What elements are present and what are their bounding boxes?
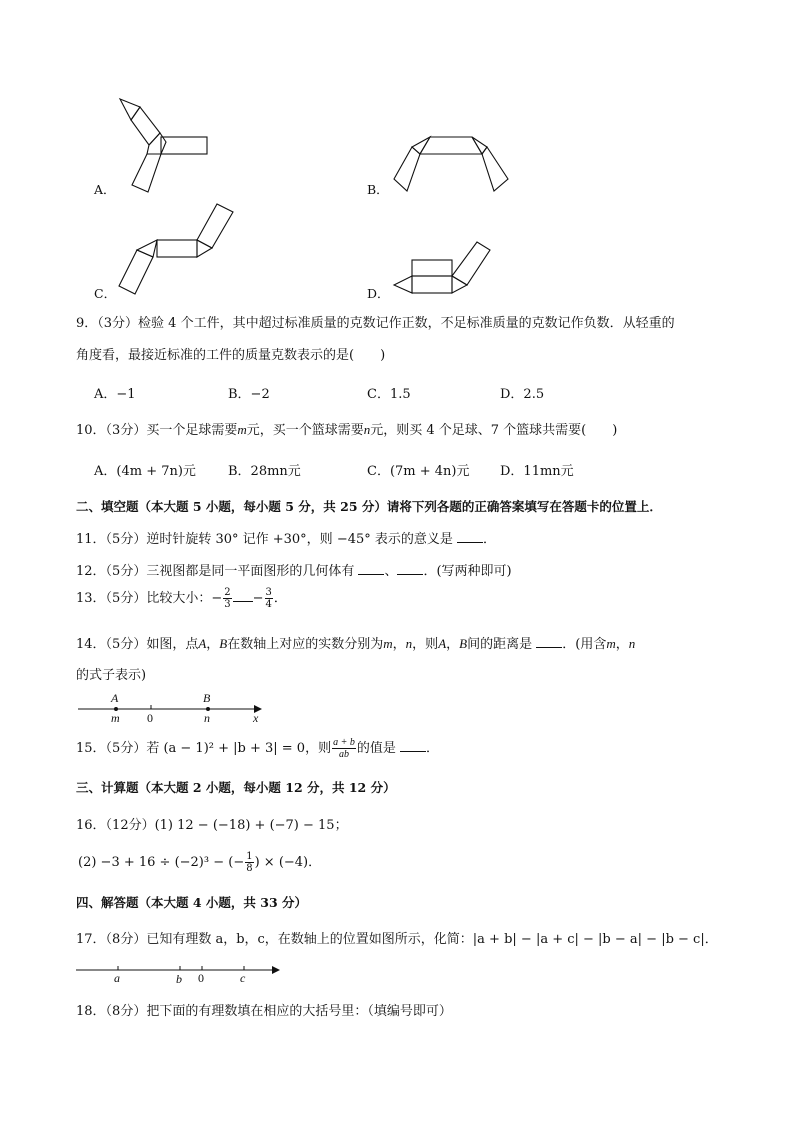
q16-line2	[78, 850, 321, 876]
q14-line1a: 14．（5分）如图，点	[76, 637, 199, 652]
q14-comma: ，	[206, 637, 220, 652]
q14-axis-label-B: B	[203, 691, 211, 705]
q13-minus-1: −	[211, 591, 223, 606]
q12-end: ．(写两种即可)	[423, 564, 512, 579]
q10-var-m: m	[237, 422, 247, 437]
q14-line2: 的式子表示)	[76, 668, 147, 683]
q14-line1: 14．（5分）如图，点A，B在数轴上对应的实数分别为m，n，则A，B间的距离是 ．(用含m，n	[76, 636, 636, 652]
q16-denominator: 8	[246, 863, 253, 874]
q16-line2a: (2) −3 + 16 ÷ (−2)³ − (−	[78, 855, 245, 870]
figure-c-net	[115, 200, 240, 300]
q11-answer-blank[interactable]	[457, 530, 483, 543]
q14-axis-label-A: A	[111, 691, 119, 705]
q14-var-m-2: m	[606, 636, 616, 651]
option-d-label: D．	[367, 286, 390, 301]
q17-axis-label-0: 0	[198, 971, 204, 985]
q11-text: 11．（5分）逆时针旋转 30° 记作 +30°，则 −45° 表示的意义是	[76, 532, 453, 547]
q9-line2: 角度看，最接近标准的工件的质量克数表示的是( )	[76, 348, 386, 363]
q14-var-m: m	[383, 636, 393, 651]
q14-var-B-2: B	[459, 636, 468, 651]
q17-text: 17．（8分）已知有理数 a，b，c，在数轴上的位置如图所示，化简：|a + b| − |a + c| − |b − a| − |b − c|．	[76, 932, 718, 947]
q15-end: 的值是	[356, 741, 396, 756]
q10-option-b: B．28mn元	[228, 464, 301, 479]
q17-axis-label-c: c	[240, 971, 246, 985]
q14-var-B: B	[219, 636, 228, 651]
q17-number-line	[76, 958, 286, 988]
q10-stem	[76, 419, 617, 438]
q10-option-a: A．(4m + 7n)元	[94, 464, 196, 479]
q9-option-b: B．−2	[228, 387, 270, 402]
q14-line1c: ，则	[412, 637, 439, 652]
q13-answer-blank[interactable]	[233, 589, 253, 602]
q9-option-c: C．1.5	[367, 387, 411, 402]
q14-line1b: 在数轴上对应的实数分别为	[227, 637, 384, 652]
q12-text: 12．（5分）三视图都是同一平面图形的几何体有	[76, 564, 355, 579]
option-b-label: B．	[367, 182, 389, 197]
q13-minus-2: −	[252, 591, 264, 606]
q13-end: ．	[273, 591, 287, 606]
q12-answer-blank-2[interactable]	[397, 562, 423, 575]
q12-sep: 、	[384, 564, 398, 579]
q15-denominator: ab	[338, 749, 349, 760]
q14-var-n: n	[405, 636, 413, 651]
q16-numerator: 1	[246, 851, 253, 862]
figure-b-net	[392, 135, 517, 195]
q17-axis-label-a: a	[114, 971, 120, 985]
q10-prefix: 10．（3分）买一个足球需要	[76, 423, 238, 438]
q14-number-line	[78, 690, 268, 726]
q15-fraction	[332, 737, 356, 760]
q13-f2-numerator: 3	[265, 587, 272, 598]
q10-mid2: 元，则买 4 个足球、7 个篮球共需要( )	[370, 423, 618, 438]
q17-axis-label-b: b	[176, 972, 182, 986]
q10-option-d: D．11mn元	[500, 464, 574, 479]
q10-var-n: n	[363, 422, 371, 437]
q14-line1e: ．(用含	[562, 637, 607, 652]
q11	[76, 528, 496, 547]
q15-end2: ．	[425, 741, 439, 756]
q13-fraction-2	[265, 587, 273, 610]
q14-var-n-2: n	[628, 636, 636, 651]
q13	[76, 587, 287, 610]
section-2-heading: 二、填空题（本大题 5 小题，每小题 5 分，共 25 分）请将下列各题的正确答案填写在答题卡的位置上．	[76, 499, 662, 514]
q16-line2b: ) × (−4)．	[254, 855, 322, 870]
q10-option-c: C．(7m + 4n)元	[367, 464, 470, 479]
figure-a-net	[110, 95, 220, 200]
q12-answer-blank-1[interactable]	[358, 562, 384, 575]
q18-text: 18．（8分）把下面的有理数填在相应的大括号里：（填编号即可）	[76, 1004, 452, 1019]
q9-line1: 9．（3分）检验 4 个工件，其中超过标准质量的克数记作正数，不足标准质量的克数记作负数．从轻重的	[76, 316, 675, 331]
q16-line1: 16．（12分）(1) 12 − (−18) + (−7) − 15；	[76, 818, 348, 833]
q15-text: 15．（5分）若 (a − 1)² + |b + 3| = 0，则	[76, 741, 332, 756]
q13-f2-denominator: 4	[265, 599, 272, 610]
q16-fraction	[245, 851, 253, 874]
q11-end: ．	[483, 532, 497, 547]
q14-axis-label-x: x	[253, 711, 259, 725]
q14-axis-label-0: 0	[147, 711, 153, 725]
q9-option-d: D．2.5	[500, 387, 545, 402]
option-a-label: A．	[94, 182, 116, 197]
q14-axis-label-n: n	[204, 711, 210, 725]
q14-answer-blank[interactable]	[536, 635, 562, 648]
figure-d-net	[392, 240, 497, 300]
section-4-heading: 四、解答题（本大题 4 小题，共 33 分）	[76, 895, 308, 910]
q12	[76, 560, 512, 579]
q13-f1-denominator: 3	[224, 599, 231, 610]
q13-text: 13．（5分）比较大小：	[76, 591, 212, 606]
q9-option-a: A．−1	[94, 387, 136, 402]
q14-var-A: A	[198, 636, 207, 651]
q14-axis-label-m: m	[111, 711, 120, 725]
q15	[76, 736, 439, 762]
q14-var-A-2: A	[438, 636, 447, 651]
q13-fraction-1	[223, 587, 231, 610]
q13-f1-numerator: 2	[224, 587, 231, 598]
option-c-label: C．	[94, 286, 117, 301]
q10-mid1: 元，买一个篮球需要	[246, 423, 364, 438]
q15-numerator: a + b	[333, 737, 355, 748]
q15-answer-blank[interactable]	[400, 739, 426, 752]
q14-line1d: 间的距离是	[467, 637, 533, 652]
section-3-heading: 三、计算题（本大题 2 小题，每小题 12 分，共 12 分）	[76, 780, 396, 795]
